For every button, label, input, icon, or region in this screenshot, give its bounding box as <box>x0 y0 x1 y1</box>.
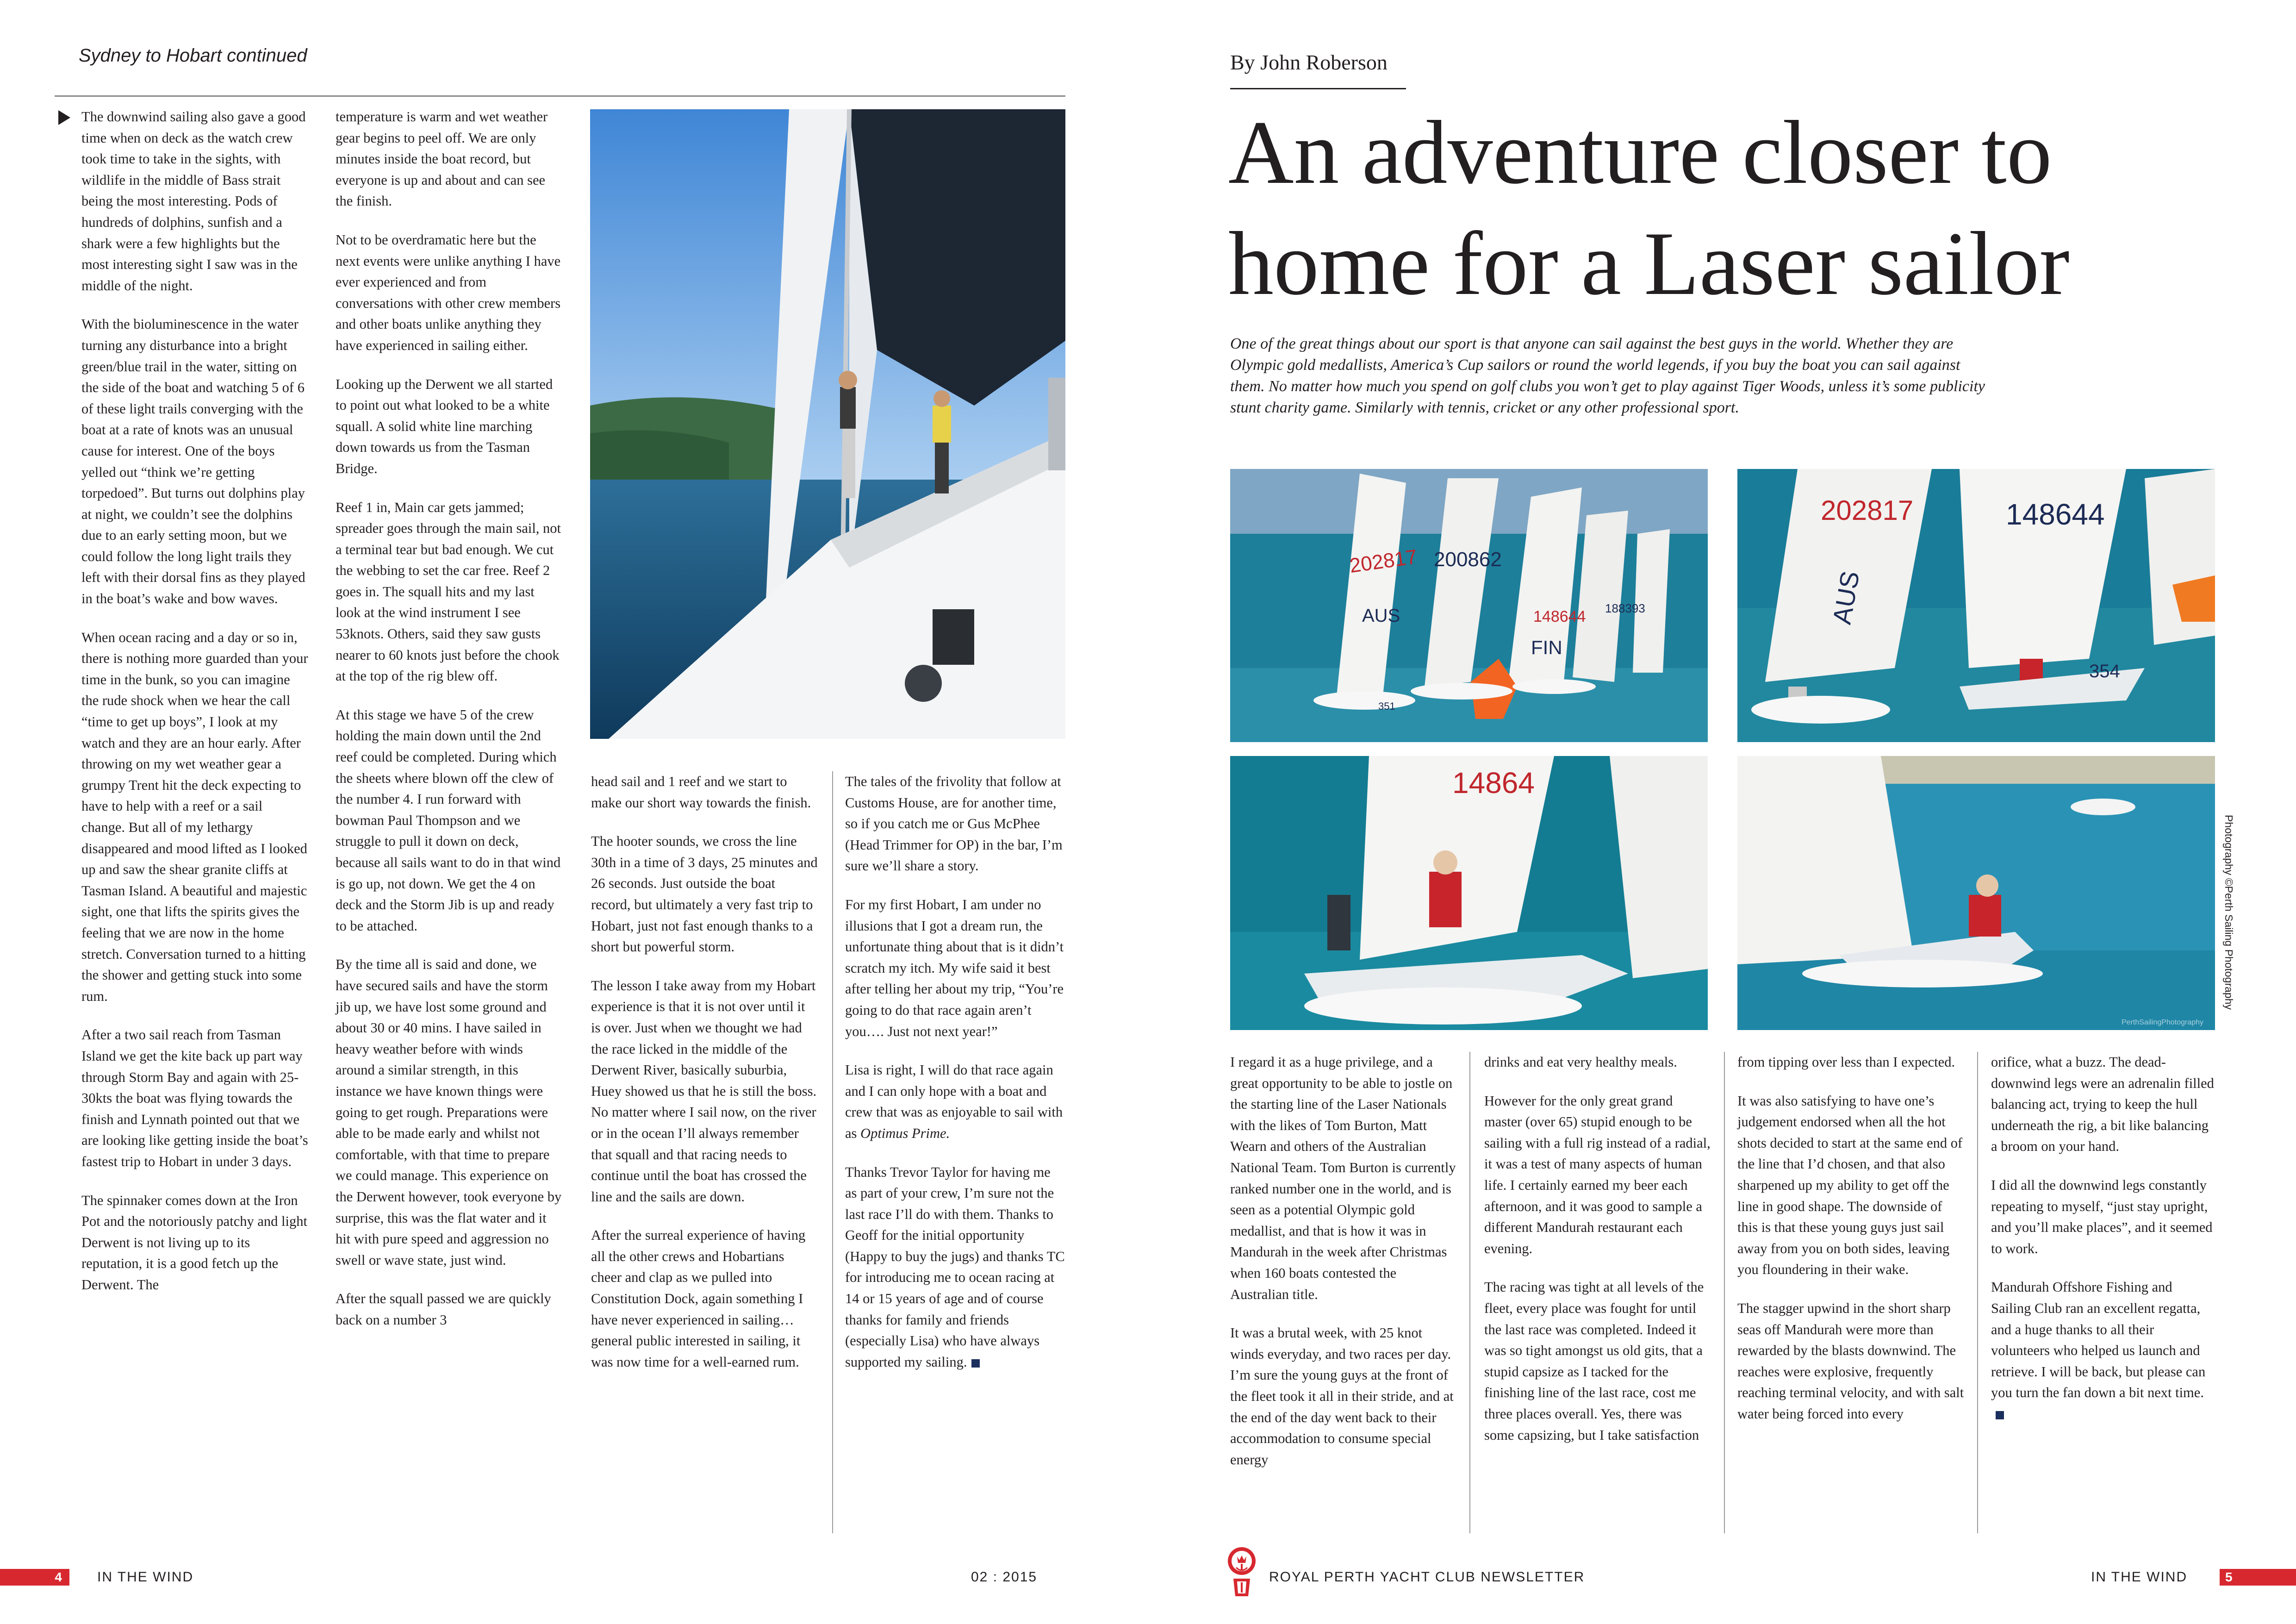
running-head: Sydney to Hobart continued <box>79 45 307 66</box>
paragraph: After the squall passed we are quickly back on a number 3 <box>336 1291 551 1328</box>
right-column-3 <box>1737 1052 1964 1443</box>
end-mark-icon <box>1996 1411 2004 1419</box>
headline <box>1228 97 2070 319</box>
paragraph: For my first Hobart, I am under no illusions that I got a dream run, the unfortunate thing about that is it didn’t scratch my itch. My wife said it best after telling her about my trip, “You’re going to do that race again aren’t you…. Just not next year!” <box>845 896 1064 1039</box>
photo-credit: Photography ©Perth Sailing Photography <box>2223 815 2235 1010</box>
footer-title: IN THE WIND <box>2091 1569 2188 1585</box>
paragraph: It was a brutal week, with 25 knot winds everyday, and two races per day. I’m sure the young guys at the front of the fleet took it all in their stride, and at the end of the day went back to their accommodation to consume special energy <box>1230 1325 1454 1468</box>
column-divider <box>1724 1052 1725 1533</box>
paragraph: orifice, what a buzz. The dead-downwind legs were an adrenalin filled balancing act, trying to keep the hull underneath the rig, a bit like balancing a broom on your hand. <box>1991 1054 2214 1155</box>
sail-number: 202817 <box>1821 495 1914 526</box>
photo-watermark: PerthSailingPhotography <box>2122 1018 2204 1026</box>
paragraph: After a two sail reach from Tasman Island we get the kite back up part way through Storm Bay and again with 25-30kts the boat was flying towards the finish and Lynnath pointed out that we are looking like getting inside the boat’s fastest trip to Hobart in under 3 days. <box>81 1027 308 1169</box>
headline-line-2: home for a Laser sailor <box>1228 213 2070 314</box>
column-divider <box>1977 1052 1978 1533</box>
paragraph: Lisa is right, I will do that race again and I can only hope with a boat and crew that was as enjoyable to sail with as Optimus Prime. <box>845 1062 1063 1141</box>
left-column-1 <box>81 106 308 1313</box>
paragraph: The tales of the frivolity that follow at Customs House, are for another time, so if you catch me or Gus McPhee (Head Trimmer for OP) in the bar, I’m sure we’ll share a story. <box>845 774 1063 874</box>
byline: By John Roberson <box>1230 50 1388 74</box>
left-column-2 <box>336 106 562 1348</box>
paragraph: Thanks Trevor Taylor for having me as part of your crew, I’m sure not the last race I’ll do with them. Thanks to Geoff for the initial opportunity (Happy to buy the jugs) and thanks TC for introducing me to ocean racing at 14 or 15 years of age and of course thanks for family and friends (especially Lisa) who have always supported my sailing. <box>845 1164 1065 1370</box>
page-number-tab: 4 <box>0 1569 69 1586</box>
paragraph: Mandurah Offshore Fishing and Sailing Club ran an excellent regatta, and a huge thanks to all their volunteers who helped us launch and retrieve. I will be back, but please can you turn the fan down a bit next time. <box>1991 1277 2215 1424</box>
sail-number: 188393 <box>1605 601 1645 615</box>
continuation-arrow-icon <box>58 110 70 125</box>
paragraph: By the time all is said and done, we have secured sails and have the storm jib up, we have lost some ground and about 30 or 40 mins. I have sailed in heavy weather before with winds around a similar strength, in this instance we have known things were going to get rough. Preparations were able to be made early and whilst not comfortable, with that time to prepare we could manage. This experience on the Derwent however, took everyone by surprise, this was the flat water and it hit with pure speed and aggression no swell or wave state, just wind. <box>336 956 562 1268</box>
sail-number: 148644 <box>1533 608 1586 625</box>
boat-name: Optimus Prime. <box>860 1125 950 1141</box>
paragraph: Not to be overdramatic here but the next events were unlike anything I have ever experienced and from conversations with other crew members and other boats unlike anything they have experienced in sailing either. <box>336 231 561 353</box>
byline-rule <box>1230 88 1406 89</box>
sail-code: AUS <box>1827 568 1865 627</box>
paragraph: The hooter sounds, we cross the line 30th in a time of 3 days, 25 minutes and 26 seconds. Just outside the boat record, but ultimately a very fast trip to Hobart, just not fast enough thanks to a short but powerful storm. <box>591 833 818 955</box>
right-column-2 <box>1484 1052 1711 1463</box>
paragraph: The spinnaker comes down at the Iron Pot and the notoriously patchy and light Derwent is not living up to its reputation, it is a good fetch up the Derwent. The <box>81 1192 307 1293</box>
sail-number: 200862 <box>1434 548 1502 571</box>
footer-issue: 02 : 2015 <box>971 1569 1038 1585</box>
paragraph: Reef 1 in, Main car gets jammed; spreader goes through the main sail, not a terminal tear but bad enough. We cut the webbing to set the car free. Reef 2 goes in. The squall hits and my last look at the wind instrument I see 53knots. Others, said they saw gusts nearer to 60 knots just before the chook at the top of the rig blew off. <box>336 499 561 684</box>
laser-fleet-photo <box>1230 469 1708 742</box>
left-column-3 <box>591 771 818 1390</box>
paragraph: After the surreal experience of having all the other crews and Hobartians cheer and clap as we pulled into Constitution Dock, again something I have never experienced in sailing… general public interested in sailing, it was now time for a well-earned rum. <box>591 1227 806 1370</box>
footer-club-name: ROYAL PERTH YACHT CLUB NEWSLETTER <box>1269 1569 1585 1585</box>
paragraph: head sail and 1 reef and we start to make our short way towards the finish. <box>591 774 811 811</box>
hull-number: 354 <box>2089 661 2120 681</box>
laser-racing-photo <box>1737 469 2215 742</box>
column-divider <box>1469 1052 1470 1533</box>
sail-number: 14864 <box>1452 766 1535 800</box>
paragraph: When ocean racing and a day or so in, there is nothing more guarded than your time in the bunk, so you can imagine the rude shock when we hear the call “time to get up boys”, I look at my watch and they are an hour early. After throwing on my wet weather gear a grumpy Trent hit the deck expecting to have to help with a reef or a sail change. But all of my lethargy disappeared and mood lifted as I looked up and saw the shear granite cliffs at Tasman Island. A beautiful and majestic sight, one that lifts the spirits gives the feeling that we are now in the home stretch. Conversation turned to a hitting the shower and getting stuck into some rum. <box>81 629 308 1004</box>
standfirst: One of the great things about our sport is that anyone can sail against the best guys in the world. Whether they are Olympic gold medallists, America’s Cup sailors or round the world legends, if you buy the boat you can sail against them. No matter how much you spend on golf clubs you won’t get to play against Tiger Woods, unless it’s some publicity stunt charity game. Similarly with tennis, cricket or any other professional sport. <box>1230 335 1985 416</box>
left-column-4 <box>845 771 1065 1390</box>
laser-reaching-photo <box>1230 756 1708 1030</box>
header-rule <box>55 95 1065 97</box>
sail-number: 148644 <box>2006 498 2105 531</box>
paragraph: With the bioluminescence in the water turning any disturbance into a bright green/blue trail in the water, sitting on the side of the boat and watching 5 of 6 of these light trails converging with the boat at a rate of knots was an unusual cause for interest. One of the boys yelled out “think we’re getting torpedoed”. But turns out dolphins play at night, we couldn’t see the dolphins due to an early setting moon, but we could follow the long light trails they left with their dorsal fins as they played in the boat’s wake and bow waves. <box>81 316 305 607</box>
paragraph: temperature is warm and wet weather gear begins to peel off. We are only minutes inside the boat record, but everyone is up and about and can see the finish. <box>336 109 548 209</box>
footer-title: IN THE WIND <box>97 1569 194 1585</box>
right-column-1 <box>1230 1052 1457 1488</box>
paragraph: At this stage we have 5 of the crew holding the main down until the 2nd reef could be completed. During which the sheets where blown off the clew of the number 4. I run forward with bowman Paul Thompson and we struggle to pull it down on deck, because all sails want to do in that wind is go up, not down. We get the 4 on deck and the Storm Jib is up and ready to be attached. <box>336 706 561 934</box>
hull-number: 351 <box>1378 700 1395 712</box>
right-page <box>1065 0 2296 1624</box>
sail-code: FIN <box>1531 637 1562 658</box>
end-mark-icon <box>971 1359 980 1368</box>
right-column-4 <box>1991 1052 2215 1443</box>
yacht-deck-photo <box>590 109 1065 739</box>
paragraph: The stagger upwind in the short sharp seas off Mandurah were more than rewarded by the blasts downwind. The reaches were explosive, frequently reaching terminal velocity, and with salt water being forced into every <box>1737 1300 1964 1422</box>
page-number-tab: 5 <box>2220 1569 2296 1586</box>
sail-number: 202817 <box>1348 545 1419 578</box>
headline-line-1: An adventure closer to <box>1228 102 2052 203</box>
sail-code: AUS <box>1362 606 1400 626</box>
paragraph: I did all the downwind legs constantly repeating to myself, “just stay upright, and you’ll make places”, and it seemed to work. <box>1991 1177 2213 1256</box>
paragraph: The lesson I take away from my Hobart experience is that it is not over until it is over. Just when we thought we had the race licked in the middle of the Derwent River, basically suburbia, Huey showed us that he is still the boss. No matter where I sail now, on the river or in the ocean I’ll always remember that squall and that racing needs to continue until the boat has crossed the line and the sails are down. <box>591 977 817 1205</box>
paragraph: However for the only great grand master (over 65) stupid enough to be sailing with a full rig instead of a radial, it was a test of many aspects of human life. I certainly earned my beer each afternoon, and it was good to sample a different Mandurah restaurant each evening. <box>1484 1093 1711 1256</box>
paragraph: It was also satisfying to have one’s judgement endorsed when all the hot shots decided to start at the same end of the line that I’d chosen, and that also sharpened up my ability to get off the line in good shape. The downside of this is that these young guys just sail away from you on both sides, leaving you floundering in their wake. <box>1737 1093 1963 1278</box>
paragraph: Looking up the Derwent we all started to point out what looked to be a white squall. A solid white line marching down towards us from the Tasman Bridge. <box>336 376 553 476</box>
paragraph: drinks and eat very healthy meals. <box>1484 1054 1677 1070</box>
column-divider <box>832 771 833 1533</box>
club-burgee-icon <box>1227 1546 1257 1598</box>
paragraph: I regard it as a huge privilege, and a great opportunity to be able to jostle on the starting line of the Laser Nationals with the likes of Tom Burton, Matt Wearn and others of the Australian National Team. Tom Burton is currently ranked number one in the world, and is seen as a potential Olympic gold medallist, and that is how it was in Mandurah in the week after Christmas when 160 boats contested the Australian title. <box>1230 1054 1456 1302</box>
paragraph: The downwind sailing also gave a good time when on deck as the watch crew took time to take in the sights, with wildlife in the middle of Bass strait being the most interesting. Pods of hundreds of dolphins, sunfish and a shark were a few highlights but the most interesting sight I saw was in the middle of the night. <box>81 109 306 294</box>
paragraph: The racing was tight at all levels of the fleet, every place was fought for until the last race was completed. Indeed it was so tight amongst us old gits, that a stupid capsize as I tacked for the finishing line of the last race, cost me three places overall. Yes, there was some capsizing, but I take satisfaction <box>1484 1279 1704 1443</box>
left-page <box>0 0 1065 1624</box>
paragraph: from tipping over less than I expected. <box>1737 1054 1955 1070</box>
laser-downwind-photo <box>1737 756 2215 1030</box>
